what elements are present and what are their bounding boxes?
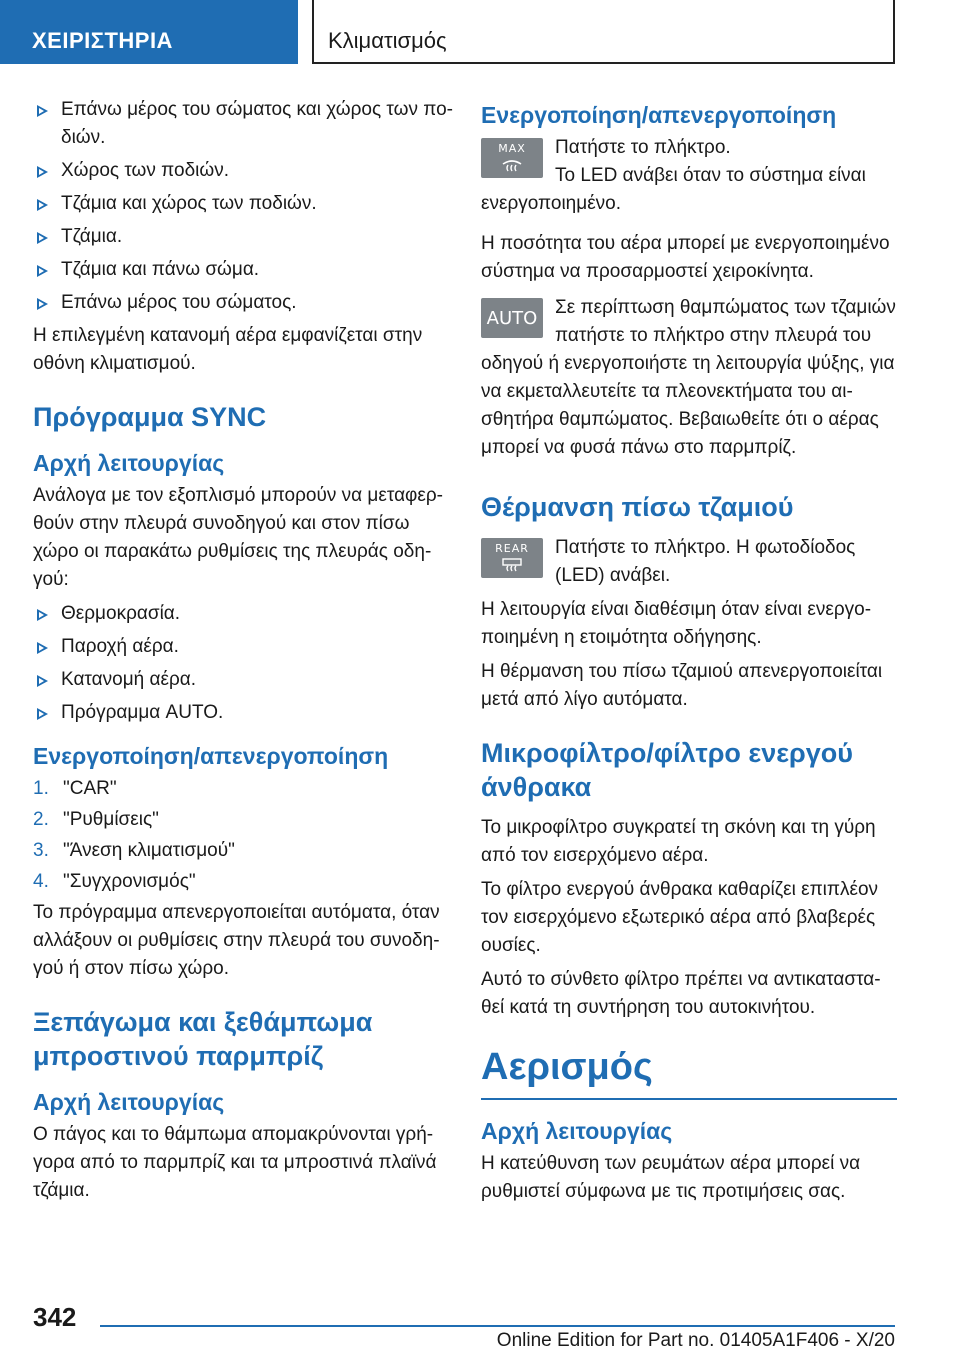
- section-tab: ΧΕΙΡΙΣΤΗΡΙΑ: [0, 0, 298, 64]
- paragraph: Πατήστε το πλήκτρο.: [555, 137, 731, 158]
- step-item: 2. "Ρυθμίσεις": [33, 809, 159, 830]
- right-column: [481, 96, 897, 1212]
- list-item: Επάνω μέρος του σώματος και χώρος των πο-διών.: [33, 96, 453, 152]
- chapter-title: Κλιματισμός: [312, 0, 895, 64]
- triangle-bullet-icon: [37, 708, 48, 720]
- steps-list: [33, 775, 453, 896]
- triangle-bullet-icon: [37, 166, 48, 178]
- paragraph: Η επιλεγμένη κατανομή αέρα εμφανίζεται στην οθόνη κλιματισμού.: [33, 325, 423, 374]
- step-item: 1. "CAR": [33, 778, 117, 799]
- step-item: 3. "Άνεση κλιματισμού": [33, 840, 235, 861]
- heading-sync-program: Πρόγραμμα SYNC: [33, 402, 267, 432]
- rear-defrost-key-icon: REAR: [481, 538, 543, 578]
- triangle-bullet-icon: [37, 265, 48, 277]
- sync-settings-list: [33, 600, 453, 727]
- list-item: Τζάμια.: [33, 223, 453, 251]
- triangle-bullet-icon: [37, 675, 48, 687]
- paragraph: Το μικροφίλτρο συγκρατεί τη σκόνη και τη γύρη από τον εισερχόμενο αέρα.: [481, 817, 876, 866]
- list-item: Χώρος των ποδιών.: [33, 157, 453, 185]
- subheading-activation: Ενεργοποίηση/απενεργοποίηση: [33, 743, 389, 769]
- step-item: 4. "Συγχρονισμός": [33, 871, 196, 892]
- paragraph: Η θέρμανση του πίσω τζαμιού απενεργοποιείται μετά από λίγο αυτόματα.: [481, 661, 883, 710]
- paragraph: Η λειτουργία είναι διαθέσιμη όταν είναι ενεργο-ποιημένη η ετοιμότητα οδήγησης.: [481, 599, 872, 648]
- paragraph: Πατήστε το πλήκτρο. Η φωτοδίοδος (LED) ανάβει.: [555, 537, 856, 586]
- heading-microfilter: Μικροφίλτρο/φίλτρο ενεργού άνθρακα: [481, 738, 853, 802]
- max-button-row: [481, 134, 897, 224]
- left-column: [33, 96, 453, 1211]
- list-item: Κατανομή αέρα.: [33, 666, 453, 694]
- list-item: Θερμοκρασία.: [33, 600, 453, 628]
- paragraph: Ο πάγος και το θάμπωμα απομακρύνονται γρή-γορα από το παρμπρίζ και τα μπροστινά πλαϊνά τζάμια.: [33, 1124, 437, 1201]
- footer-divider: [100, 1325, 895, 1327]
- paragraph: Το φίλτρο ενεργού άνθρακα καθαρίζει επιπλέον τον εισερχόμενο εξωτερικό αέρα από βλαβερές ουσίες.: [481, 879, 879, 956]
- paragraph: Αυτό το σύνθετο φίλτρο πρέπει να αντικαταστα-θεί κατά τη συντήρηση του αυτοκινήτου.: [481, 969, 881, 1018]
- rear-button-row: [481, 534, 897, 596]
- list-item: Τζάμια και χώρος των ποδιών.: [33, 190, 453, 218]
- auto-button-row: [481, 294, 897, 468]
- paragraph: Σε περίπτωση θαμπώματος των τζαμιών πατήστε το πλήκτρο στην πλευρά του οδηγού ή ενεργοποιήστε τη λειτουργία ψύξης, για να εκμεταλλευτείτε τα πλεονεκτήματα του αι-σθητήρα θαμπώματος. Βεβαιωθείτε ότι ο αέρας μπορεί να φυσά πάνω στο παρμπρίζ.: [481, 297, 896, 458]
- list-item: Επάνω μέρος του σώματος.: [33, 289, 453, 317]
- rear-window-heat-icon: [501, 558, 523, 572]
- heading-ventilation: Αερισμός: [481, 1042, 897, 1100]
- list-item: Τζάμια και πάνω σώμα.: [33, 256, 453, 284]
- max-defrost-key-icon: MAX: [481, 138, 543, 178]
- paragraph: Η κατεύθυνση των ρευμάτων αέρα μπορεί να ρυθμιστεί σύμφωνα με τις προτιμήσεις σας.: [481, 1153, 861, 1202]
- auto-key-icon: AUTO: [481, 298, 543, 338]
- paragraph: Το πρόγραμμα απενεργοποιείται αυτόματα, όταν αλλάξουν οι ρυθμίσεις στην πλευρά του συνοδη-γού ή στον πίσω χώρο.: [33, 902, 440, 979]
- paragraph: Το LED ανάβει όταν το σύστημα είναι ενεργοποιημένο.: [481, 165, 866, 214]
- subheading-activation: Ενεργοποίηση/απενεργοποίηση: [481, 102, 837, 128]
- edition-note: Online Edition for Part no. 01405A1F406 - X/20: [496, 1330, 895, 1351]
- windshield-heat-icon: [501, 158, 523, 172]
- airflow-bullet-list: [33, 96, 453, 317]
- list-item: Πρόγραμμα AUTO.: [33, 699, 453, 727]
- list-item: Παροχή αέρα.: [33, 633, 453, 661]
- triangle-bullet-icon: [37, 105, 48, 117]
- triangle-bullet-icon: [37, 199, 48, 211]
- triangle-bullet-icon: [37, 298, 48, 310]
- triangle-bullet-icon: [37, 609, 48, 621]
- heading-defrost: Ξεπάγωμα και ξεθάμπωμα μπροστινού παρμπρίζ: [33, 1007, 373, 1071]
- paragraph: Η ποσότητα του αέρα μπορεί με ενεργοποιημένο σύστημα να προσαρμοστεί χειροκίνητα.: [481, 233, 890, 282]
- subheading-principle: Αρχή λειτουργίας: [33, 1089, 225, 1115]
- heading-rear-window-heating: Θέρμανση πίσω τζαμιού: [481, 492, 794, 522]
- subheading-principle: Αρχή λειτουργίας: [33, 450, 225, 476]
- paragraph: Ανάλογα με τον εξοπλισμό μπορούν να μεταφερ-θούν στην πλευρά συνοδηγού και στον πίσω χώρο οι παρακάτω ρυθμίσεις της πλευράς οδη-γού:: [33, 485, 443, 590]
- subheading-principle: Αρχή λειτουργίας: [481, 1118, 673, 1144]
- page-number: 342: [33, 1302, 77, 1332]
- triangle-bullet-icon: [37, 232, 48, 244]
- triangle-bullet-icon: [37, 642, 48, 654]
